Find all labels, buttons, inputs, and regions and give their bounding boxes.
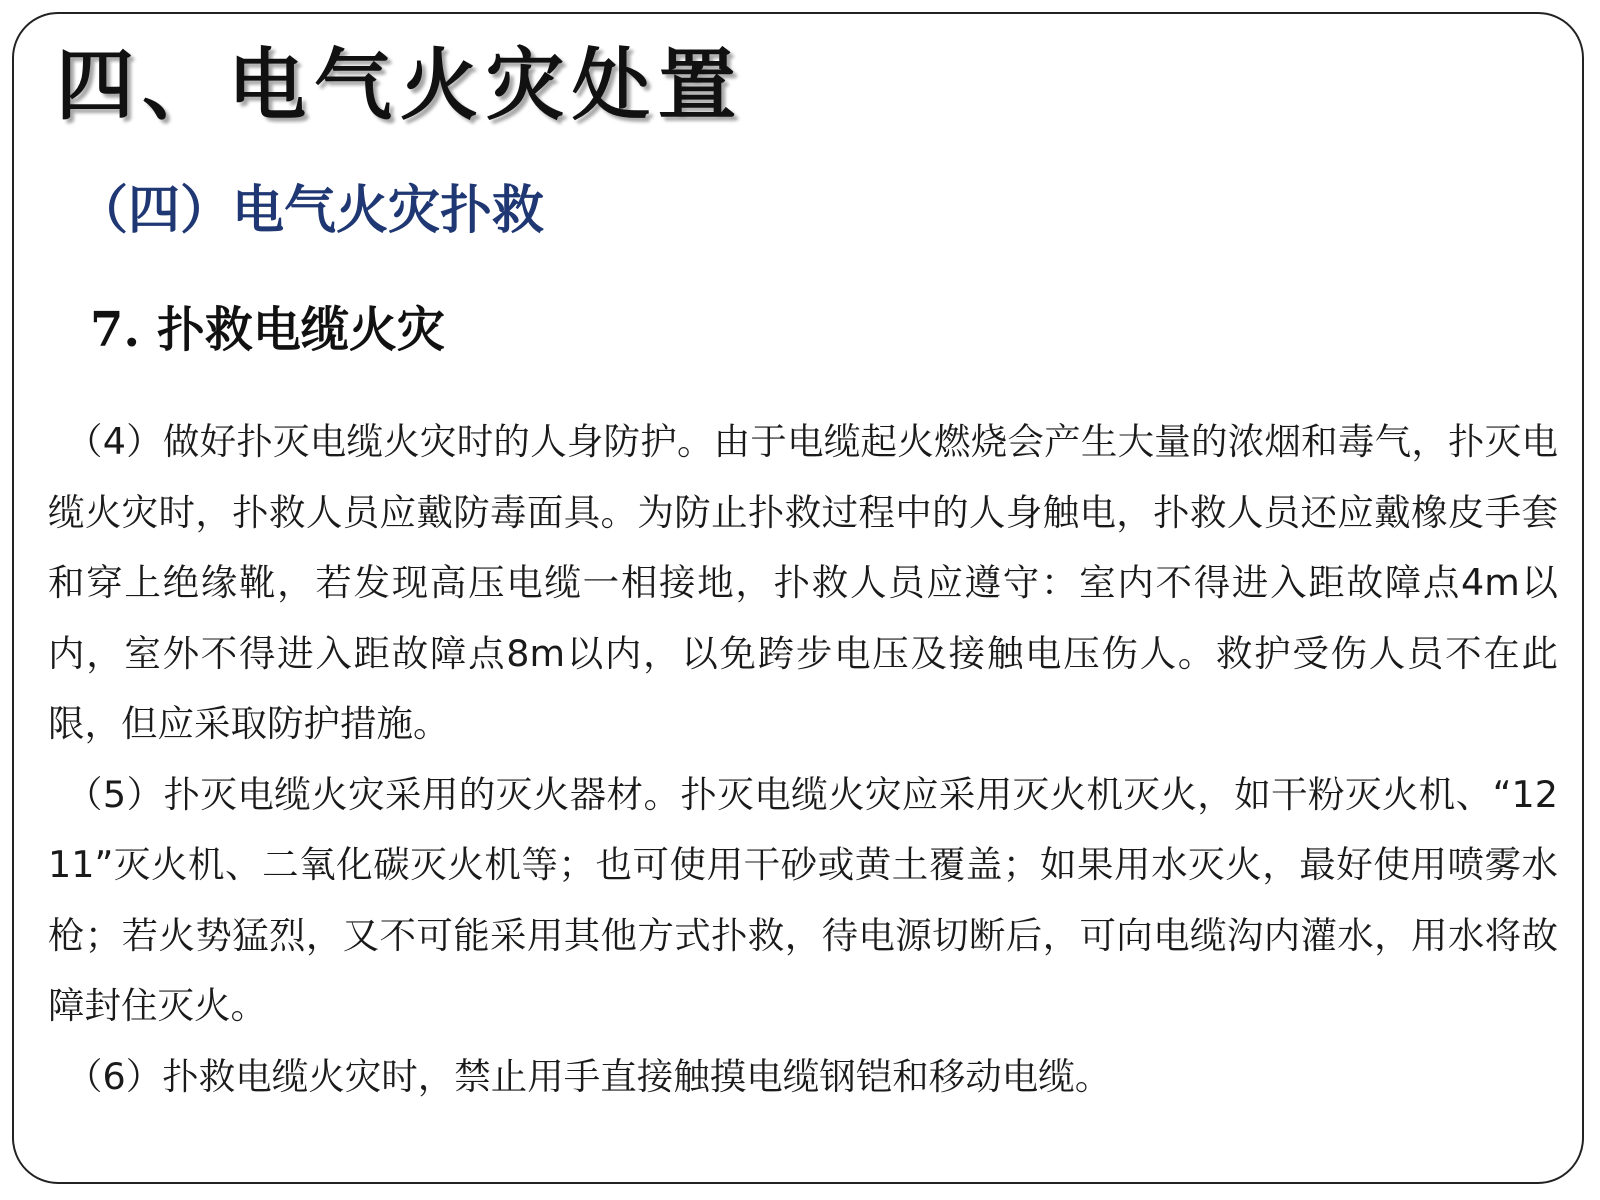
paragraph-5: （5）扑灭电缆火灾采用的灭火器材。扑灭电缆火灾应采用灭火机灭火，如干粉灭火机、“1211”灭火机、二氧化碳灭火机等；也可使用干砂或黄土覆盖；如果用水灭火，最好使用喷雾水枪；若火势猛烈，又不可能采用其他方式扑救，待电源切断后，可向电缆沟内灌水，用水将故障封住灭火。: [48, 772, 1558, 1027]
slide-frame: [12, 12, 1584, 1184]
paragraph-4: （4）做好扑灭电缆火灾时的人身防护。由于电缆起火燃烧会产生大量的浓烟和毒气，扑灭电缆火灾时，扑救人员应戴防毒面具。为防止扑救过程中的人身触电，扑救人员还应戴橡皮手套和穿上绝缘靴，若发现高压电缆一相接地，扑救人员应遵守：室内不得进入距故障点4m以内，室外不得进入距故障点8m以内，以免跨步电压及接触电压伤人。救护受伤人员不在此限，但应采取防护措施。: [48, 420, 1558, 745]
item-title: 7. 扑救电缆火灾: [90, 302, 445, 358]
paragraph-6: （6）扑救电缆火灾时，禁止用手直接触摸电缆钢铠和移动电缆。: [66, 1054, 1112, 1098]
section-title: （四）电气火灾扑救: [76, 181, 545, 241]
main-title: 四、电气火灾处置: [56, 41, 745, 131]
body-text: [48, 407, 1558, 1112]
